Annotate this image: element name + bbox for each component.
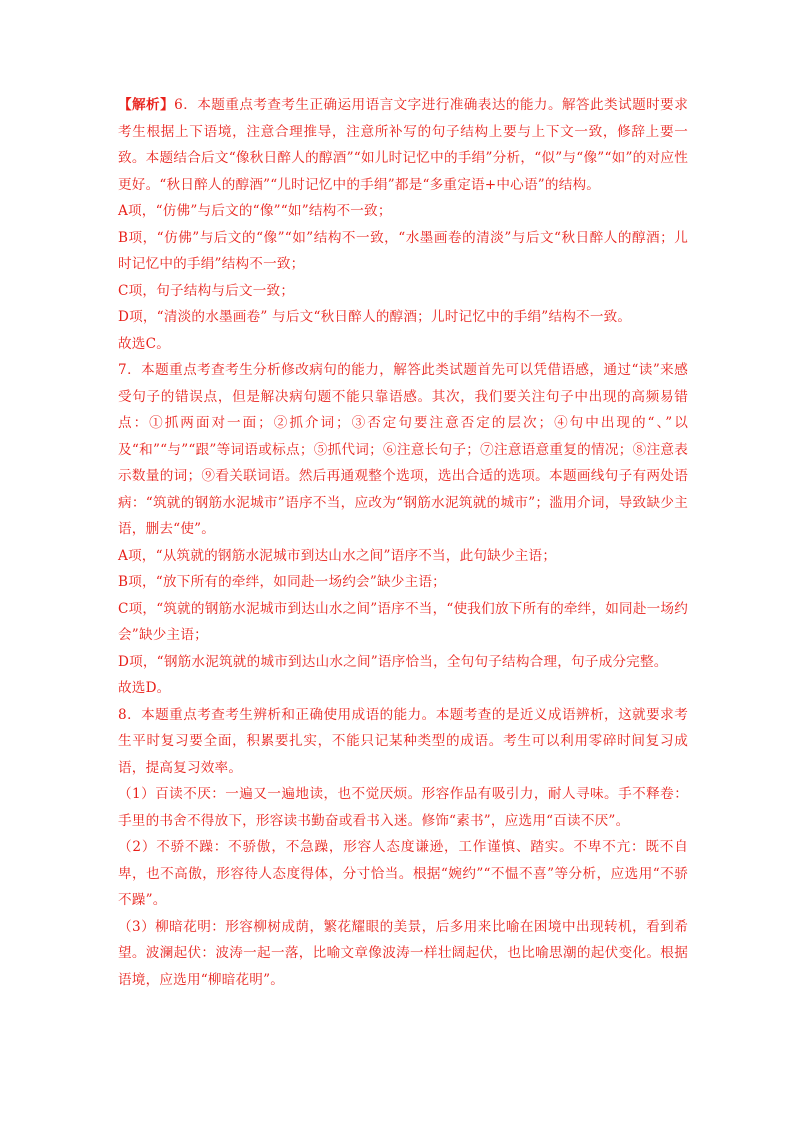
q8-item-2: （2）不骄不躁：不骄傲，不急躁，形容人态度谦逊，工作谨慎、踏实。不卑不亢：既不自卑，也不高傲，形容待人态度得体，分寸恰当。根据“婉约”“不愠不喜”等分析，应选用“不骄不躁”。 xyxy=(118,839,688,908)
q6-option-d: D项，“清淡的水墨画卷” 与后文“秋日醉人的醇酒；儿时记忆中的手绢”结构不一致。 xyxy=(118,309,632,325)
q6-analysis-text: 6．本题重点考查考生正确运用语言文字进行准确表达的能力。解答此类试题时要求考生根据上下语境，注意合理推导，注意所补写的句子结构上要与上下文一致，修辞上要一致。本题结合后文“像秋日醉人的醇酒”“如儿时记忆中的手绢”分析，“似”与“像”“如”的对应性更好。“秋日醉人的醇酒”“儿时记忆中的手绢”都是“多重定语+中心语”的结构。 xyxy=(118,97,688,193)
analysis-document xyxy=(118,92,688,993)
paragraph-q7-analysis: 7．本题重点考查考生分析修改病句的能力，解答此类试题首先可以凭借语感，通过“读”来感受句子的错误点，但是解决病句题不能只靠语感。其次，我们要关注句子中出现的高频易错点：①抓两面对一面；②抓介词；③否定句要注意否定的层次；④句中出现的“、”以及“和”“与”“跟”等词语或标点；⑤抓代词；⑥注意长句子；⑦注意语意重复的情况；⑧注意表示数量的词；⑨看关联词语。然后再通观整个选项，选出合适的选项。本题画线句子有两处语病：“筑就的钢筋水泥城市”语序不当，应改为“钢筋水泥筑就的城市”；滥用介词，导致缺少主语，删去“使”。 xyxy=(118,362,688,537)
paragraph-q8-analysis: 8．本题重点考查考生辨析和正确使用成语的能力。本题考查的是近义成语辨析，这就要求考生平时复习要全面，积累要扎实，不能只记某种类型的成语。考生可以利用零碎时间复习成语，提高复习效率。 xyxy=(118,706,688,776)
q8-item-1: （1）百读不厌：一遍又一遍地读，也不觉厌烦。形容作品有吸引力，耐人寻味。手不释卷：手里的书舍不得放下，形容读书勤奋或看书入迷。修饰“素书”，应选用“百读不厌”。 xyxy=(118,786,688,829)
q8-item-3: （3）柳暗花明：形容柳树成荫，繁花耀眼的美景，后多用来比喻在困境中出现转机，看到希望。波澜起伏：波涛一起一落，比喻文章像波涛一样壮阔起伏，也比喻思潮的起伏变化。根据语境，应选用“柳暗花明”。 xyxy=(118,918,688,988)
paragraph-q6-analysis xyxy=(118,92,688,198)
q7-option-a: A项，“从筑就的钢筋水泥城市到达山水之间”语序不当，此句缺少主语； xyxy=(118,547,557,564)
q6-answer: 故选C。 xyxy=(118,335,170,352)
q7-option-c: C项，“筑就的钢筋水泥城市到达山水之间”语序不当，“使我们放下所有的牵绊，如同赴一场约会”缺少主语； xyxy=(118,600,689,643)
q7-option-b: B项，“放下所有的牵绊，如同赴一场约会”缺少主语； xyxy=(118,574,446,590)
q7-option-d: D项，“钢筋水泥筑就的城市到达山水之间”语序恰当，全句句子结构合理，句子成分完整。 xyxy=(118,653,668,670)
q6-option-b: B项，“仿佛”与后文的“像”“如”结构不一致，“水墨画卷的清淡”与后文“秋日醉人的醇酒；儿时记忆中的手绢”结构不一致； xyxy=(118,229,688,272)
analysis-heading: 【解析】 xyxy=(118,97,175,113)
q6-option-a: A项，“仿佛”与后文的“像”“如”结构不一致； xyxy=(118,203,392,219)
q7-answer: 故选D。 xyxy=(118,680,171,696)
q6-option-c: C项，句子结构与后文一致； xyxy=(118,282,295,299)
